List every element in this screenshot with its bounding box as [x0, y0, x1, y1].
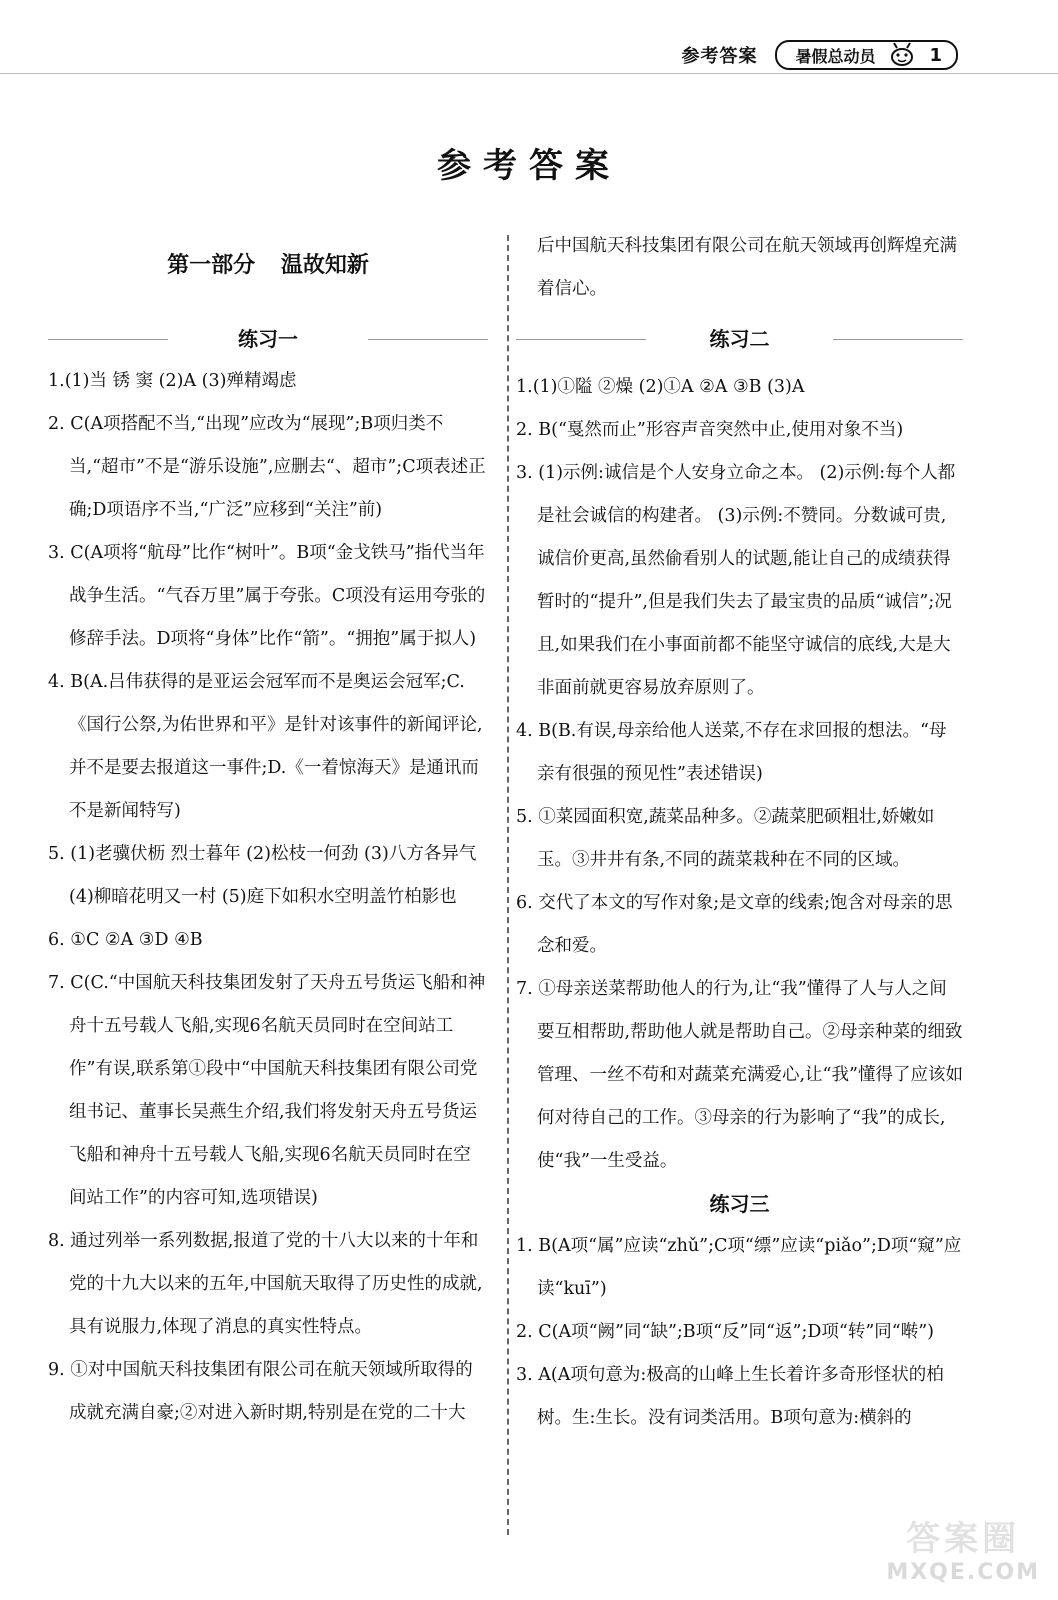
section-title: [48, 318, 488, 360]
watermark-url: MXQE.COM: [886, 1560, 1040, 1585]
page-header: [681, 40, 958, 70]
mascot-icon: [885, 42, 919, 68]
answer-item: 8. 通过列举一系列数据,报道了党的十八大以来的十年和党的十九大以来的五年,中国航天取得了历史性的成就,具有说服力,体现了消息的真实性特点。: [48, 1231, 483, 1337]
page-number: 1: [929, 44, 942, 66]
continued-text: 后中国航天科技集团有限公司在航天领域再创辉煌充满着信心。: [537, 236, 957, 299]
answer-item: 6. 交代了本文的写作对象;是文章的线索;饱含对母亲的思念和爱。: [516, 893, 953, 956]
section-2-heading-wrap: [516, 318, 963, 360]
answer-item: 3. A(A项句意为:极高的山峰上生长着许多奇形怪状的柏树。生:生长。没有词类活用。B项句意为:横斜的: [516, 1365, 944, 1428]
section-1-heading-wrap: [48, 318, 488, 360]
answer-item: 5. ①菜园面积宽,蔬菜品种多。②蔬菜肥硕粗壮,娇嫩如玉。③井井有条,不同的蔬菜栽种在不同的区域。: [516, 807, 935, 870]
left-column: [48, 360, 488, 1435]
section-3-title: 练习三: [709, 1192, 770, 1216]
heading-rule-left: [516, 339, 646, 340]
answer-item: 6. ①C ②A ③D ④B: [48, 930, 203, 950]
section-title: [516, 318, 963, 360]
section-1-title: 练习一: [238, 327, 298, 351]
answer-item: 4. B(A.吕伟获得的是亚运会冠军而不是奥运会冠军;C.《国行公祭,为佑世界和平》是针对该事件的新闻评论,并不是要去报道这一事件;D.《一着惊海天》是通讯而不是新闻特写): [48, 672, 483, 821]
right-column: [516, 366, 963, 1440]
answer-item: 9. ①对中国航天科技集团有限公司在航天领域所取得的成就充满自豪;②对进入新时期,特别是在党的二十大: [48, 1360, 473, 1423]
header-rule: [0, 73, 1058, 74]
answer-item: 7. C(C.“中国航天科技集团发射了天舟五号货运飞船和神舟十五号载人飞船,实现6名航天员同时在空间站工作”有误,联系第①段中“中国航天科技集团有限公司党组书记、董事长吴燕生介绍,我们将发射天舟五号货运飞船和神舟十五号载人飞船,实现6名航天员同时在空间站工作”的内容可知,选项错误): [48, 973, 486, 1208]
header-book-pill: [775, 40, 958, 70]
answer-item: 2. C(A项“阙”同“缺”;B项“反”同“返”;D项“转”同“啭”): [516, 1322, 934, 1342]
heading-rule-right: [833, 339, 963, 340]
header-label: 参考答案: [681, 46, 758, 67]
answer-item: 1.(1)当 锈 窦 (2)A (3)殚精竭虑: [48, 371, 297, 391]
answer-item: 4. B(B.有误,母亲给他人送菜,不存在求回报的想法。“母亲有很强的预见性”表述错误): [516, 721, 947, 784]
answer-item: 7. ①母亲送菜帮助他人的行为,让“我”懂得了人与人之间要互相帮助,帮助他人就是帮助自己。②母亲种菜的细致管理、一丝不苟和对蔬菜充满爱心,让“我”懂得了应该如何对待自己的工作。③母亲的行为影响了“我”的成长,使“我”一生受益。: [516, 979, 963, 1171]
column-divider: [507, 235, 509, 1535]
watermark: [886, 1511, 1040, 1585]
answer-item: 1.(1)①隘 ②燥 (2)①A ②A ③B (3)A: [516, 377, 805, 397]
answer-item: 5. (1)老骥伏枥 烈士暮年 (2)松枝一何劲 (3)八方各异气 (4)柳暗花明又一村 (5)庭下如积水空明盖竹柏影也: [48, 844, 477, 907]
answer-item: 1. B(A项“属”应读“zhǔ”;C项“缥”应读“piǎo”;D项“窥”应读“kuī”): [516, 1236, 962, 1299]
answer-item: 3. (1)示例:诚信是个人安身立命之本。 (2)示例:每个人都是社会诚信的构建者。 (3)示例:不赞同。分数诚可贵,诚信价更高,虽然偷看别人的试题,能让自己的成绩获得暂时的“提升”,但是我们失去了最宝贵的品质“诚信”;况且,如果我们在小事面前都不能坚守诚信的底线,大是大非面前就更容易放弃原则了。: [516, 463, 956, 698]
heading-rule-right: [368, 339, 488, 340]
watermark-logo: 答案圈: [906, 1519, 1021, 1559]
page-title: 参考答案: [437, 146, 621, 186]
heading-rule-left: [48, 339, 168, 340]
part-title: 第一部分 温故知新: [167, 253, 369, 278]
section-2-title: 练习二: [709, 327, 770, 351]
answer-item: 2. B(“戛然而止”形容声音突然中止,使用对象不当): [516, 420, 904, 440]
header-book-title: 暑假总动员: [795, 46, 876, 66]
answer-item: 3. C(A项将“航母”比作“树叶”。B项“金戈铁马”指代当年战争生活。“气吞万里”属于夸张。C项没有运用夸张的修辞手法。D项将“身体”比作“箭”。“拥抱”属于拟人): [48, 543, 486, 649]
answer-item: 2. C(A项搭配不当,“出现”应改为“展现”;B项归类不当,“超市”不是“游乐设施”,应删去“、超市”;C项表述正确;D项语序不当,“广泛”应移到“关注”前): [48, 414, 486, 520]
